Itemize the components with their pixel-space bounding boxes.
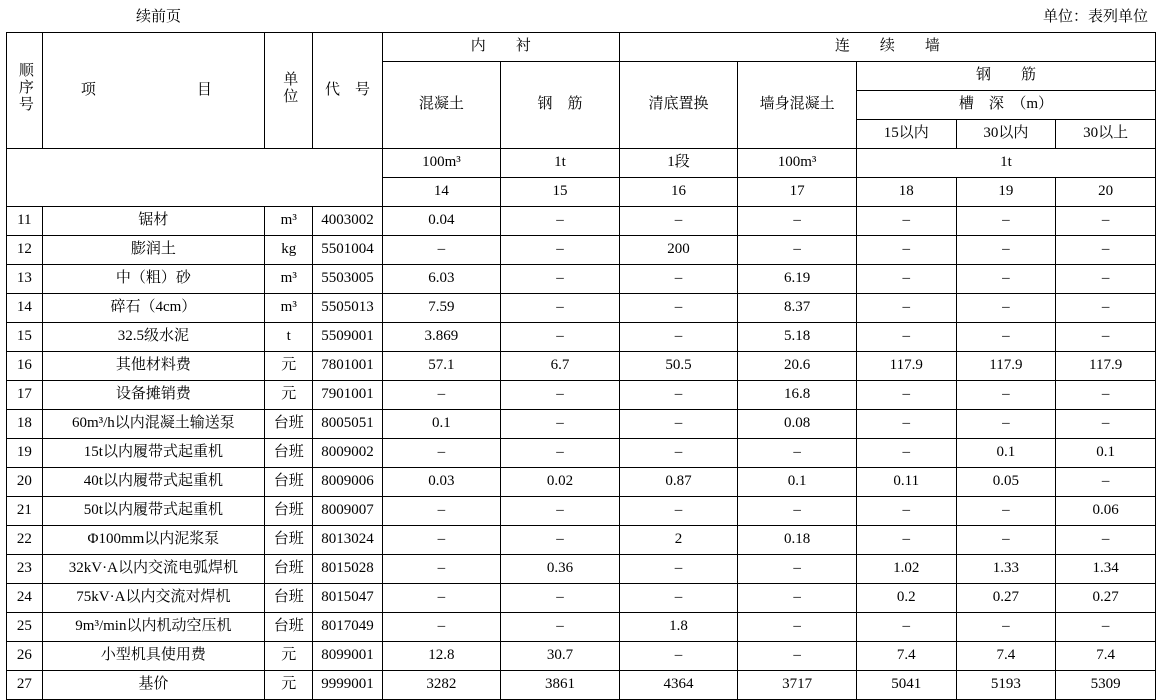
row-item: 40t以内履带式起重机 (42, 468, 264, 497)
row-seq: 19 (7, 439, 43, 468)
row-code: 5501004 (313, 236, 382, 265)
row-seq: 25 (7, 613, 43, 642)
row-seq: 12 (7, 236, 43, 265)
row-value: – (956, 265, 1056, 294)
row-value: 7.59 (382, 294, 501, 323)
row-value: – (956, 323, 1056, 352)
row-value: 6.19 (738, 265, 857, 294)
row-value: – (501, 323, 620, 352)
row-code: 8013024 (313, 526, 382, 555)
row-value: 0.2 (856, 584, 956, 613)
col-header-groove-depth: 槽 深 （m） (856, 91, 1155, 120)
row-value: – (382, 555, 501, 584)
row-value: 5309 (1056, 671, 1156, 700)
row-unit: 台班 (265, 526, 313, 555)
table-row (7, 439, 1156, 468)
row-unit: 台班 (265, 584, 313, 613)
row-value: – (856, 526, 956, 555)
row-code: 8005051 (313, 410, 382, 439)
row-value: – (738, 555, 857, 584)
table-row (7, 410, 1156, 439)
row-value: 1.02 (856, 555, 956, 584)
col-header-depth-30: 30以内 (956, 120, 1056, 149)
col-header-wall-concrete: 墙身混凝土 (738, 62, 857, 149)
header-row-groups (7, 33, 1156, 62)
row-seq: 24 (7, 584, 43, 613)
row-value: 4364 (619, 671, 738, 700)
row-value: 30.7 (501, 642, 620, 671)
row-code: 8015047 (313, 584, 382, 613)
row-seq: 27 (7, 671, 43, 700)
row-item: 32kV·A以内交流电弧焊机 (42, 555, 264, 584)
col-header-lining-rebar: 钢 筋 (501, 62, 620, 149)
continued-label: 续前页 (136, 9, 182, 25)
unit-lining-concrete: 100m³ (382, 149, 501, 178)
row-value: 50.5 (619, 352, 738, 381)
row-unit: 元 (265, 671, 313, 700)
row-seq: 14 (7, 294, 43, 323)
row-code: 9999001 (313, 671, 382, 700)
header-row-numbers (7, 178, 1156, 207)
row-code: 7801001 (313, 352, 382, 381)
row-value: 0.03 (382, 468, 501, 497)
row-value: 57.1 (382, 352, 501, 381)
row-value: – (738, 584, 857, 613)
row-value: 0.36 (501, 555, 620, 584)
row-value: – (619, 439, 738, 468)
colnum-19: 19 (956, 178, 1056, 207)
colnum-18: 18 (856, 178, 956, 207)
row-value: – (501, 439, 620, 468)
unit-clean-replace: 1段 (619, 149, 738, 178)
row-value: 0.18 (738, 526, 857, 555)
row-value: 117.9 (856, 352, 956, 381)
row-seq: 23 (7, 555, 43, 584)
row-value: – (956, 526, 1056, 555)
colnum-14: 14 (382, 178, 501, 207)
row-unit: 元 (265, 642, 313, 671)
col-header-seq: 顺序号 (7, 33, 43, 149)
row-value: 0.08 (738, 410, 857, 439)
col-header-unit: 单位 (265, 33, 313, 149)
row-value: – (1056, 381, 1156, 410)
row-value: – (956, 410, 1056, 439)
row-value: – (856, 613, 956, 642)
row-value: – (501, 236, 620, 265)
row-code: 5503005 (313, 265, 382, 294)
row-item: 中（粗）砂 (42, 265, 264, 294)
row-value: 5.18 (738, 323, 857, 352)
row-value: – (1056, 294, 1156, 323)
row-value: 0.27 (956, 584, 1056, 613)
row-value: 1.34 (1056, 555, 1156, 584)
row-item: 32.5级水泥 (42, 323, 264, 352)
row-unit: t (265, 323, 313, 352)
row-code: 8009006 (313, 468, 382, 497)
row-code: 5505013 (313, 294, 382, 323)
row-value: 12.8 (382, 642, 501, 671)
row-unit: 台班 (265, 497, 313, 526)
table-row (7, 526, 1156, 555)
row-value: – (856, 265, 956, 294)
row-value: – (856, 439, 956, 468)
row-value: – (501, 294, 620, 323)
row-value: – (382, 497, 501, 526)
row-item: 基价 (42, 671, 264, 700)
col-header-code: 代 号 (313, 33, 382, 149)
table-row (7, 236, 1156, 265)
row-seq: 18 (7, 410, 43, 439)
table-row (7, 584, 1156, 613)
row-value: – (619, 642, 738, 671)
row-seq: 11 (7, 207, 43, 236)
row-value: – (856, 323, 956, 352)
group-header-lining: 内 衬 (382, 33, 619, 62)
row-value: – (856, 207, 956, 236)
row-value: – (619, 323, 738, 352)
colnum-15: 15 (501, 178, 620, 207)
row-value: – (619, 294, 738, 323)
row-value: – (956, 236, 1056, 265)
row-value: – (1056, 236, 1156, 265)
row-item: 碎石（4cm） (42, 294, 264, 323)
row-value: – (738, 236, 857, 265)
row-unit: m³ (265, 207, 313, 236)
row-value: 2 (619, 526, 738, 555)
row-value: – (619, 497, 738, 526)
row-seq: 26 (7, 642, 43, 671)
row-seq: 21 (7, 497, 43, 526)
row-value: – (1056, 265, 1156, 294)
row-code: 8015028 (313, 555, 382, 584)
row-value: – (501, 381, 620, 410)
row-code: 8099001 (313, 642, 382, 671)
row-unit: m³ (265, 265, 313, 294)
row-value: – (619, 410, 738, 439)
row-code: 8017049 (313, 613, 382, 642)
unit-wall-concrete: 100m³ (738, 149, 857, 178)
row-value: – (619, 584, 738, 613)
row-item: 设备摊销费 (42, 381, 264, 410)
row-value: – (1056, 468, 1156, 497)
row-unit: 元 (265, 381, 313, 410)
row-value: 3717 (738, 671, 857, 700)
table-row (7, 555, 1156, 584)
row-value: 6.7 (501, 352, 620, 381)
row-value: – (738, 497, 857, 526)
row-unit: 台班 (265, 555, 313, 584)
row-value: – (382, 236, 501, 265)
row-value: – (1056, 526, 1156, 555)
row-value: 7.4 (856, 642, 956, 671)
row-unit: m³ (265, 294, 313, 323)
row-value: 117.9 (956, 352, 1056, 381)
colnum-20: 20 (1056, 178, 1156, 207)
row-value: – (619, 555, 738, 584)
row-code: 4003002 (313, 207, 382, 236)
row-item: 60m³/h以内混凝土输送泵 (42, 410, 264, 439)
row-value: – (619, 265, 738, 294)
group-header-wall: 连 续 墙 (619, 33, 1155, 62)
row-unit: 元 (265, 352, 313, 381)
table-row (7, 294, 1156, 323)
table-row (7, 323, 1156, 352)
row-value: – (501, 526, 620, 555)
row-value: – (501, 265, 620, 294)
row-item: 其他材料费 (42, 352, 264, 381)
row-value: 0.27 (1056, 584, 1156, 613)
row-value: 117.9 (1056, 352, 1156, 381)
row-value: 3282 (382, 671, 501, 700)
row-value: 6.03 (382, 265, 501, 294)
row-code: 7901001 (313, 381, 382, 410)
row-item: Φ100mm以内泥浆泵 (42, 526, 264, 555)
row-value: 3861 (501, 671, 620, 700)
row-value: – (738, 642, 857, 671)
row-value: – (856, 381, 956, 410)
table-row (7, 613, 1156, 642)
row-value: – (501, 613, 620, 642)
row-value: – (501, 584, 620, 613)
unit-wall-rebar: 1t (856, 149, 1155, 178)
row-value: – (856, 497, 956, 526)
row-value: 7.4 (956, 642, 1056, 671)
row-value: 0.1 (382, 410, 501, 439)
row-value: – (738, 613, 857, 642)
row-value: 1.8 (619, 613, 738, 642)
row-value: – (382, 584, 501, 613)
row-value: 7.4 (1056, 642, 1156, 671)
row-seq: 15 (7, 323, 43, 352)
colnum-16: 16 (619, 178, 738, 207)
row-value: – (1056, 410, 1156, 439)
row-value: – (382, 613, 501, 642)
table-row (7, 381, 1156, 410)
col-header-wall-rebar: 钢 筋 (856, 62, 1155, 91)
row-value: – (856, 294, 956, 323)
col-header-clean-replace: 清底置换 (619, 62, 738, 149)
row-value: – (382, 439, 501, 468)
row-value: 8.37 (738, 294, 857, 323)
header-row-units (7, 149, 1156, 178)
table-row (7, 207, 1156, 236)
row-value: 5193 (956, 671, 1056, 700)
row-value: 0.02 (501, 468, 620, 497)
row-value: – (856, 410, 956, 439)
row-value: – (1056, 613, 1156, 642)
col-header-lining-concrete: 混凝土 (382, 62, 501, 149)
row-item: 小型机具使用费 (42, 642, 264, 671)
row-value: 3.869 (382, 323, 501, 352)
unit-lining-rebar: 1t (501, 149, 620, 178)
row-code: 8009007 (313, 497, 382, 526)
row-value: – (1056, 323, 1156, 352)
row-value: 0.04 (382, 207, 501, 236)
row-item: 锯材 (42, 207, 264, 236)
row-value: 16.8 (738, 381, 857, 410)
col-header-depth-15: 15以内 (856, 120, 956, 149)
row-value: – (619, 207, 738, 236)
row-unit: 台班 (265, 439, 313, 468)
row-value: – (501, 497, 620, 526)
row-value: 0.87 (619, 468, 738, 497)
row-item: 15t以内履带式起重机 (42, 439, 264, 468)
row-seq: 16 (7, 352, 43, 381)
row-item: 9m³/min以内机动空压机 (42, 613, 264, 642)
col-header-depth-30plus: 30以上 (1056, 120, 1156, 149)
row-value: 200 (619, 236, 738, 265)
row-seq: 22 (7, 526, 43, 555)
row-value: – (738, 439, 857, 468)
colnum-17: 17 (738, 178, 857, 207)
row-item: 50t以内履带式起重机 (42, 497, 264, 526)
row-value: 0.1 (956, 439, 1056, 468)
unit-note-label: 单位：表列单位 (1042, 9, 1148, 25)
row-value: – (956, 294, 1056, 323)
row-seq: 17 (7, 381, 43, 410)
row-value: – (501, 207, 620, 236)
row-value: – (856, 236, 956, 265)
row-value: – (956, 207, 1056, 236)
row-value: 20.6 (738, 352, 857, 381)
row-item: 膨润土 (42, 236, 264, 265)
row-value: – (738, 207, 857, 236)
table-row (7, 497, 1156, 526)
row-value: – (956, 381, 1056, 410)
row-unit: 台班 (265, 468, 313, 497)
row-value: – (956, 497, 1056, 526)
row-value: – (956, 613, 1056, 642)
page-header (0, 0, 1162, 32)
row-value: 5041 (856, 671, 956, 700)
row-value: – (501, 410, 620, 439)
row-value: – (1056, 207, 1156, 236)
row-value: 0.1 (738, 468, 857, 497)
row-value: – (619, 381, 738, 410)
row-code: 5509001 (313, 323, 382, 352)
row-item: 75kV·A以内交流对焊机 (42, 584, 264, 613)
row-unit: 台班 (265, 613, 313, 642)
table-row (7, 642, 1156, 671)
row-value: – (382, 526, 501, 555)
col-header-item: 项 目 (42, 33, 264, 149)
table-row (7, 352, 1156, 381)
row-value: 1.33 (956, 555, 1056, 584)
row-value: – (382, 381, 501, 410)
row-code: 8009002 (313, 439, 382, 468)
row-seq: 13 (7, 265, 43, 294)
table-row (7, 671, 1156, 700)
row-value: 0.05 (956, 468, 1056, 497)
row-unit: kg (265, 236, 313, 265)
row-value: 0.06 (1056, 497, 1156, 526)
row-seq: 20 (7, 468, 43, 497)
table-row (7, 265, 1156, 294)
quota-table (6, 32, 1156, 700)
row-value: 0.11 (856, 468, 956, 497)
row-value: 0.1 (1056, 439, 1156, 468)
row-unit: 台班 (265, 410, 313, 439)
table-row (7, 468, 1156, 497)
